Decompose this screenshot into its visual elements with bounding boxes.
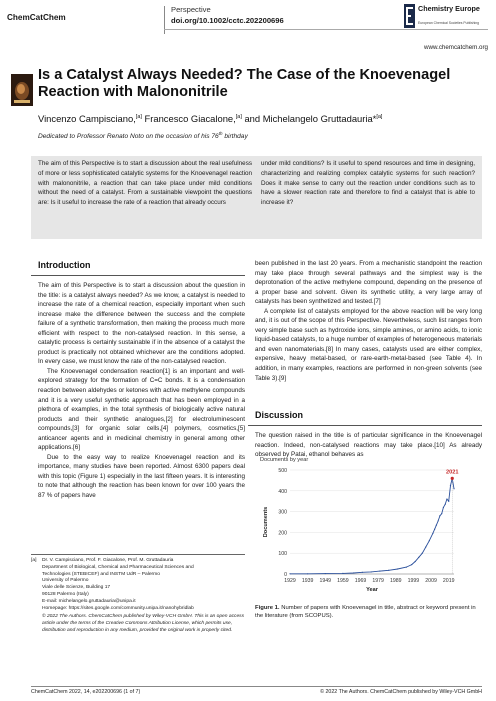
data-point — [379, 570, 380, 571]
figure-caption — [255, 604, 483, 620]
documents-by-year-chart — [248, 454, 484, 602]
data-point — [441, 513, 442, 514]
y-tick-label: 500 — [278, 468, 287, 474]
data-point — [429, 540, 430, 541]
y-tick-label: 100 — [278, 551, 287, 558]
data-point — [436, 525, 437, 526]
website-link[interactable]: www.chemcatchem.org — [424, 44, 488, 51]
abstract-right: under mild conditions? Is it useful to spend resources and time in designing, characterizing and realizing complex catalytic systems for such reaction? Does it make sense to carry out the reaction under conditions such as to have a slower reaction rate and therefore to find a catalyst that is able to increase it? — [261, 160, 475, 207]
right-column — [255, 259, 482, 383]
affiliation-marker: [a] — [135, 113, 142, 120]
data-point — [422, 553, 423, 554]
data-point — [406, 567, 407, 568]
cover-thumbnail — [11, 74, 33, 106]
data-point — [443, 507, 444, 508]
intro-column — [38, 281, 245, 501]
data-point — [362, 572, 363, 573]
data-point — [448, 501, 449, 502]
x-tick-label: 1969 — [354, 578, 367, 584]
paragraph: The question raised in the title is of particular significance in the Knoevenagel reaction. Indeed, non-catalysed reactions may take place.[10] As already observed by Patai, ethanol behaves as — [255, 432, 482, 459]
data-point — [445, 504, 446, 505]
footnote-rule — [31, 554, 245, 555]
data-point — [432, 533, 433, 534]
section-rule — [248, 425, 482, 426]
x-tick-label: 1949 — [319, 578, 332, 584]
article-title: Is a Catalyst Always Needed? The Case of the Knoevenagel Reaction with Malononitrile — [38, 67, 451, 100]
license-text: © 2022 The Authors. ChemCatChem published by Wiley-VCH GmbH. This is an open access article under the terms of the Creative Commons Attribution License, which permits use, distribution and reproduction in any medium, provided the original work is properly cited. — [42, 614, 245, 633]
footer-citation: ChemCatChem 2022, 14, e202200696 (1 of 7) — [31, 689, 141, 695]
data-point — [353, 572, 354, 573]
x-tick-label: 1999 — [407, 578, 420, 584]
article-type: Perspective — [171, 5, 211, 14]
affiliation-footnote — [31, 558, 245, 635]
data-point — [453, 488, 454, 489]
x-axis-label: Year — [366, 587, 378, 593]
data-point — [325, 573, 326, 574]
footnote-line: Department of Biological, Chemical and Pharmaceutical Sciences and — [42, 564, 194, 570]
dedication: Dedicated to Professor Renato Noto on the occasion of his 76th birthday — [38, 131, 248, 141]
logo-brand: Chemistry Europe — [418, 4, 480, 13]
section-heading-discussion: Discussion — [255, 410, 304, 420]
footnote-homepage[interactable]: Homepage: https://sites.google.com/community.unipa.it/nanohybridlab — [42, 605, 194, 611]
data-point — [439, 515, 440, 516]
footer-copyright: © 2022 The Authors. ChemCatChem published by Wiley-VCH GmbH — [320, 689, 482, 695]
paragraph: Due to the easy way to realize Knoevenagel reaction and its importance, many studies have been reported. Almost 6300 papers deal with this topic (Figure 1) especially in the last fifteen years. It is interesting to note that although the reaction has been known for over 100 years the 87 % of papers have — [38, 453, 245, 500]
author-name: Francesco Giacalone, — [144, 113, 236, 124]
x-tick-label: 1989 — [390, 578, 402, 584]
data-point — [388, 570, 389, 571]
chemistry-europe-mark-icon — [404, 4, 415, 28]
footnote-line: Viale delle Scienze, Building 17 — [42, 585, 111, 591]
paragraph: The aim of this Perspective is to start a discussion about the question in the title: is a catalyst always needed? As we know, a catalyst is needed to increase the rate of a chemical reaction, especially important when such increase make the difference between the success and the complete failure of a synthetic transformation, then making the process much more efficient with respect to the non-catalysed reaction. In this sense, a catalytic process is certainly sustainable if in the absence of a catalyst the product is practically not obtained whichever are the conditions adopted. In every case, we must know the rate of the non-catalysed reaction. — [38, 282, 245, 366]
footnote-label: [a] — [31, 558, 37, 563]
data-point — [425, 546, 426, 547]
y-tick-label: 300 — [278, 509, 287, 516]
footnote-email[interactable]: E-mail: michelangelo.gruttadauria@unipa.it — [42, 598, 136, 604]
figure-label: Figure 1. — [255, 605, 280, 611]
abstract-box — [31, 156, 482, 239]
data-point — [446, 499, 447, 500]
author-list — [38, 113, 382, 124]
footnote-line: Dr. V. Campisciano, Prof. F. Giacalone, Prof. M. Gruttadauria — [42, 558, 174, 563]
figure-caption-text: Number of papers with Knoevenagel in title, abstract or keyword present in the literature (from SCOPUS). — [255, 605, 476, 619]
figure-1-chart — [248, 454, 484, 602]
data-point — [371, 571, 372, 572]
affiliation-marker: [a] — [376, 113, 383, 120]
paragraph: been published in the last 20 years. From a mechanistic standpoint the reaction may take place through several pathways and the simplest way is the deprotonation of the active methylene compound, depending on the presence of a proper base and solvent. Given its synthetic utility, a very large array of catalysts has been synthetized and tested.[7] — [255, 260, 482, 306]
y-axis-label: Documents — [263, 506, 269, 538]
section-heading-introduction: Introduction — [38, 260, 91, 270]
x-tick-label: 2009 — [425, 578, 437, 584]
author-name: Vincenzo Campisciano, — [38, 113, 136, 124]
data-point — [342, 573, 343, 574]
paragraph: The Knoevenagel condensation reaction[1] is an important and well-explored strategy for the formation of C=C bonds. It is a condensation reaction between aldehydes or ketones with active methylene compounds and it is a very useful synthetic approach that has been employed in a plethora of examples, in the total synthesis of biologically active natural products and their synthetic analogues,[2] for electroluminescent compounds,[3] for organic solar cells,[4] polymers, cosmetics,[5] anticancer agents and in medicinal chemistry in general among other applications.[6] — [38, 367, 245, 452]
highlight-label: 2021 — [446, 469, 459, 476]
chemistry-europe-logo[interactable] — [404, 4, 490, 34]
data-point — [289, 573, 290, 574]
footnote-line: Technologies (STEBICEF) and INSTM UdR – Palermo — [42, 571, 160, 577]
journal-name: ChemCatChem — [7, 13, 66, 22]
x-tick-label: 1959 — [337, 578, 349, 584]
data-point — [434, 529, 435, 530]
logo-tagline: European Chemical Societies Publishing — [418, 21, 480, 25]
section-rule — [31, 275, 245, 276]
affiliation-marker: [a] — [235, 113, 242, 120]
footnote-line: 90128 Palermo (Italy) — [42, 591, 89, 597]
footnote-line: University of Palermo — [42, 578, 89, 584]
highlight-point — [451, 477, 454, 480]
x-tick-label: 1929 — [284, 578, 296, 584]
y-tick-label: 400 — [278, 488, 287, 495]
data-point — [411, 564, 412, 565]
data-point — [450, 485, 451, 486]
x-tick-label: 2019 — [442, 578, 455, 584]
data-point — [418, 557, 419, 558]
paragraph: A complete list of catalysts employed for the above reaction will be very long and, it is out of the scope of this Perspective. Nevertheless, such list ranges from very simple base such as hydroxide ions, simple amines, or amino acids, to ionic liquid-based catalysts, to a huge number of examples of heterogeneous materials and even nanomaterials.[8] In many cases, catalysts used are either complex, expensive, heavy metal-based, or rare-earth-metal-based (see Table 4). In addition, in many examples, reactions are performed in non-green solvents (see Table 3).[9] — [255, 307, 482, 382]
abstract-left: The aim of this Perspective is to start a discussion about the real usefulness of more or less sophisticated catalytic systems for the Knoevenagel reaction with malononitrile, a reaction that can take place under mild conditions without the need of a catalyst. From a sustainable viewpoint the questions are: Is it useful to increase the rate of a reaction that already occurs — [38, 160, 252, 207]
cover-thumbnail-image — [11, 74, 33, 106]
series-line — [290, 478, 454, 574]
author-name: and Michelangelo Gruttadauria* — [244, 113, 377, 124]
data-point — [307, 573, 308, 574]
y-tick-label: 0 — [284, 572, 287, 578]
footer-rule — [31, 686, 482, 687]
x-tick-label: 1979 — [372, 578, 384, 584]
doi-link[interactable]: doi.org/10.1002/cctc.202200696 — [171, 16, 284, 25]
data-point — [397, 568, 398, 569]
y-tick-label: 200 — [278, 530, 287, 537]
data-point — [415, 561, 416, 562]
x-tick-label: 1939 — [301, 578, 314, 584]
data-point — [438, 520, 439, 521]
chart-title: Documents by year — [260, 457, 309, 463]
